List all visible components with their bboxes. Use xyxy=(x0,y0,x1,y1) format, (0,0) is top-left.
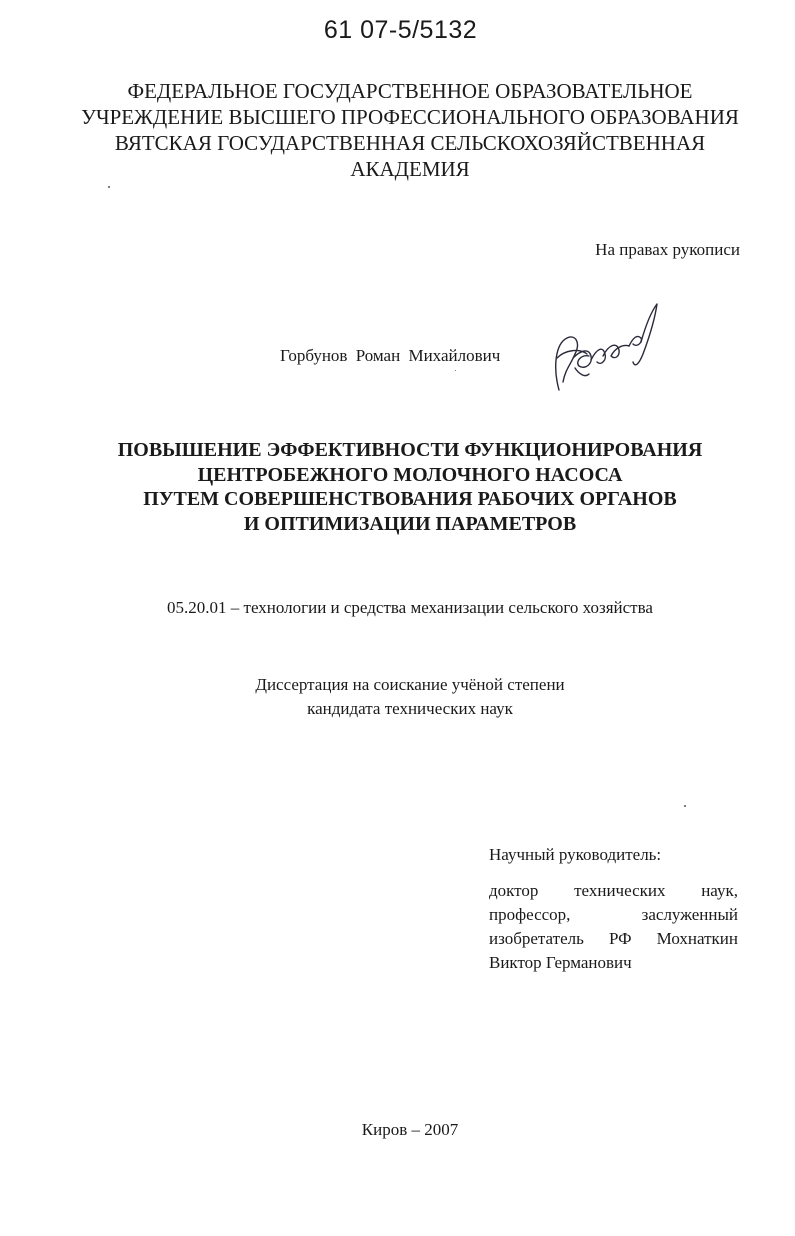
advisor-label: Научный руководитель: xyxy=(489,845,662,864)
advisor-details xyxy=(489,879,738,975)
specialty-code: 05.20.01 – технологии и средства механизации сельского хозяйства xyxy=(167,598,653,617)
institution-line: АКАДЕМИЯ xyxy=(350,157,470,181)
institution-line: ФЕДЕРАЛЬНОЕ ГОСУДАРСТВЕННОЕ ОБРАЗОВАТЕЛЬНОЕ xyxy=(127,79,693,103)
advisor-line: доктор технических наук, xyxy=(489,881,738,900)
degree-statement xyxy=(60,673,760,721)
author-signature xyxy=(545,298,665,398)
institution-line: ВЯТСКАЯ ГОСУДАРСТВЕННАЯ СЕЛЬСКОХОЗЯЙСТВЕННАЯ xyxy=(114,131,706,155)
archive-stamp-number: 61 07-5/5132 xyxy=(323,16,478,44)
advisor-line: изобретатель РФ Мохнаткин xyxy=(489,929,738,948)
title-line: И ОПТИМИЗАЦИИ ПАРАМЕТРОВ xyxy=(243,512,577,535)
dissertation-title xyxy=(60,438,760,536)
advisor-line: профессор, заслуженный xyxy=(489,905,738,924)
manuscript-rights-note: На правах рукописи xyxy=(595,240,740,259)
place-and-year: Киров – 2007 xyxy=(361,1120,459,1139)
title-line: ПУТЕМ СОВЕРШЕНСТВОВАНИЯ РАБОЧИХ ОРГАНОВ xyxy=(143,488,677,510)
degree-line: кандидата технических наук xyxy=(307,699,513,718)
title-line: ПОВЫШЕНИЕ ЭФФЕКТИВНОСТИ ФУНКЦИОНИРОВАНИЯ xyxy=(117,439,703,461)
institution-name xyxy=(60,78,760,182)
scan-speck xyxy=(684,805,686,807)
scan-speck xyxy=(108,186,110,188)
advisor-line: Виктор Германович xyxy=(489,953,632,972)
author-name: Горбунов Роман Михайлович xyxy=(280,346,501,365)
title-line: ЦЕНТРОБЕЖНОГО МОЛОЧНОГО НАСОСА xyxy=(197,463,623,486)
scan-speck xyxy=(455,370,456,371)
institution-line: УЧРЕЖДЕНИЕ ВЫСШЕГО ПРОФЕССИОНАЛЬНОГО ОБРАЗОВАНИЯ xyxy=(81,105,739,129)
degree-line: Диссертация на соискание учёной степени xyxy=(255,675,565,694)
